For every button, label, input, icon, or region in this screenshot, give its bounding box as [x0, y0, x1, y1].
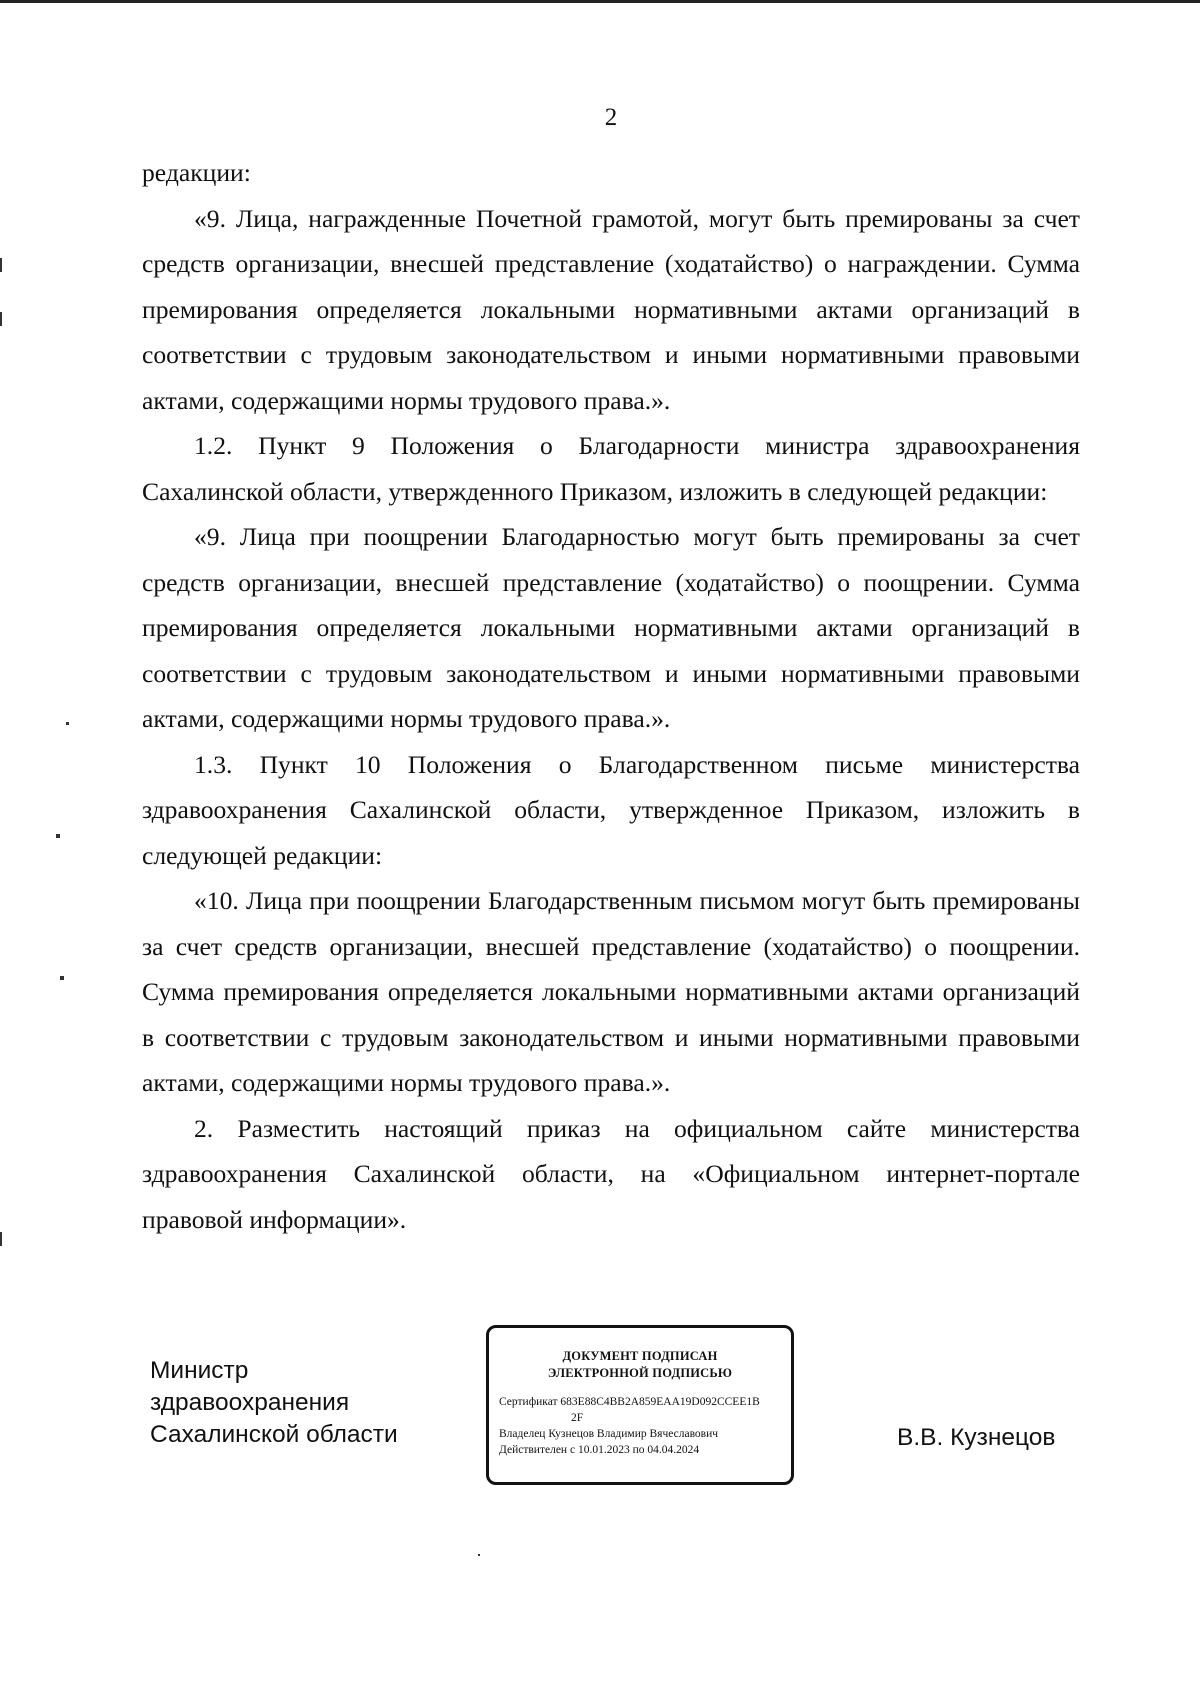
stamp-certificate-label: Сертификат — [499, 1396, 558, 1408]
stamp-certificate-tail: 2F — [571, 1412, 584, 1424]
document-body — [142, 150, 1080, 1242]
stamp-owner-label: Владелец — [499, 1428, 546, 1440]
body-paragraph-6: «10. Лица при поощрении Благодарственным письмом могут быть премированы за счет средств организации, внесшей представление (ходатайство) о поощрении. Сумма премирования определяется локальными нормативными актами организаций в соответствии с трудовым законодательством и иными нормативными правовыми актами, содержащими нормы трудового права.». — [142, 886, 1080, 1097]
body-paragraph-4: «9. Лица при поощрении Благодарностью могут быть премированы за счет средств организации, внесшей представление (ходатайство) о поощрении. Сумма премирования определяется локальными нормативными актами организаций в соответствии с трудовым законодательством и иными нормативными правовыми актами, содержащими нормы трудового права.». — [142, 522, 1080, 733]
stamp-validity: Действителен с 10.01.2023 по 04.04.2024 — [499, 1444, 700, 1456]
stamp-title-line-2: ЭЛЕКТРОННОЙ ПОДПИСЬЮ — [547, 1366, 733, 1380]
stamp-title-line-1: ДОКУМЕНТ ПОДПИСАН — [562, 1349, 718, 1363]
electronic-signature-stamp — [486, 1325, 794, 1485]
scan-mark — [56, 834, 60, 838]
stamp-title — [489, 1348, 791, 1382]
scan-mark — [0, 258, 2, 272]
stamp-owner — [499, 1426, 791, 1442]
body-paragraph-2: «9. Лица, награжденные Почетной грамотой, могут быть премированы за счет средств организации, внесшей представление (ходатайство) о награждении. Сумма премирования определяется локальными нормативными актами организаций в соответствии с трудовым законодательством и иными нормативными правовыми актами, содержащими нормы трудового права.». — [142, 203, 1080, 415]
stamp-owner-value: Кузнецов Владимир Вячеславович — [548, 1428, 719, 1440]
scan-mark — [0, 1232, 2, 1246]
body-paragraph-5: 1.3. Пункт 10 Положения о Благодарственном письме министерства здравоохранения Сахалинской области, утвержденное Приказом, изложить в следующей редакции: — [142, 749, 1080, 870]
scan-mark — [0, 312, 2, 326]
scan-top-edge — [0, 0, 1200, 3]
stamp-details — [499, 1394, 791, 1458]
scan-mark — [478, 1554, 480, 1556]
position-line-3: Сахалинской области — [150, 1421, 398, 1448]
scan-mark — [66, 722, 69, 725]
scan-mark — [60, 976, 64, 980]
position-line-2: здравоохранения — [150, 1389, 350, 1416]
body-paragraph-7: 2. Разместить настоящий приказ на официальном сайте министерства здравоохранения Сахалинской области, на «Официальном интернет-портале правовой информации». — [142, 1113, 1080, 1234]
page-number: 2 — [604, 104, 618, 131]
stamp-certificate-value: 683E88C4BB2A859EAA19D092CCEE1B — [560, 1396, 760, 1408]
signatory-position — [150, 1355, 398, 1451]
body-paragraph-3: 1.2. Пункт 9 Положения о Благодарности министра здравоохранения Сахалинской области, утвержденного Приказом, изложить в следующей редакции: — [142, 431, 1080, 506]
signer-name: В.В. Кузнецов — [897, 1424, 1056, 1451]
position-line-1: Министр — [150, 1357, 249, 1384]
body-paragraph-1: редакции: — [142, 158, 251, 187]
stamp-certificate — [499, 1394, 791, 1410]
